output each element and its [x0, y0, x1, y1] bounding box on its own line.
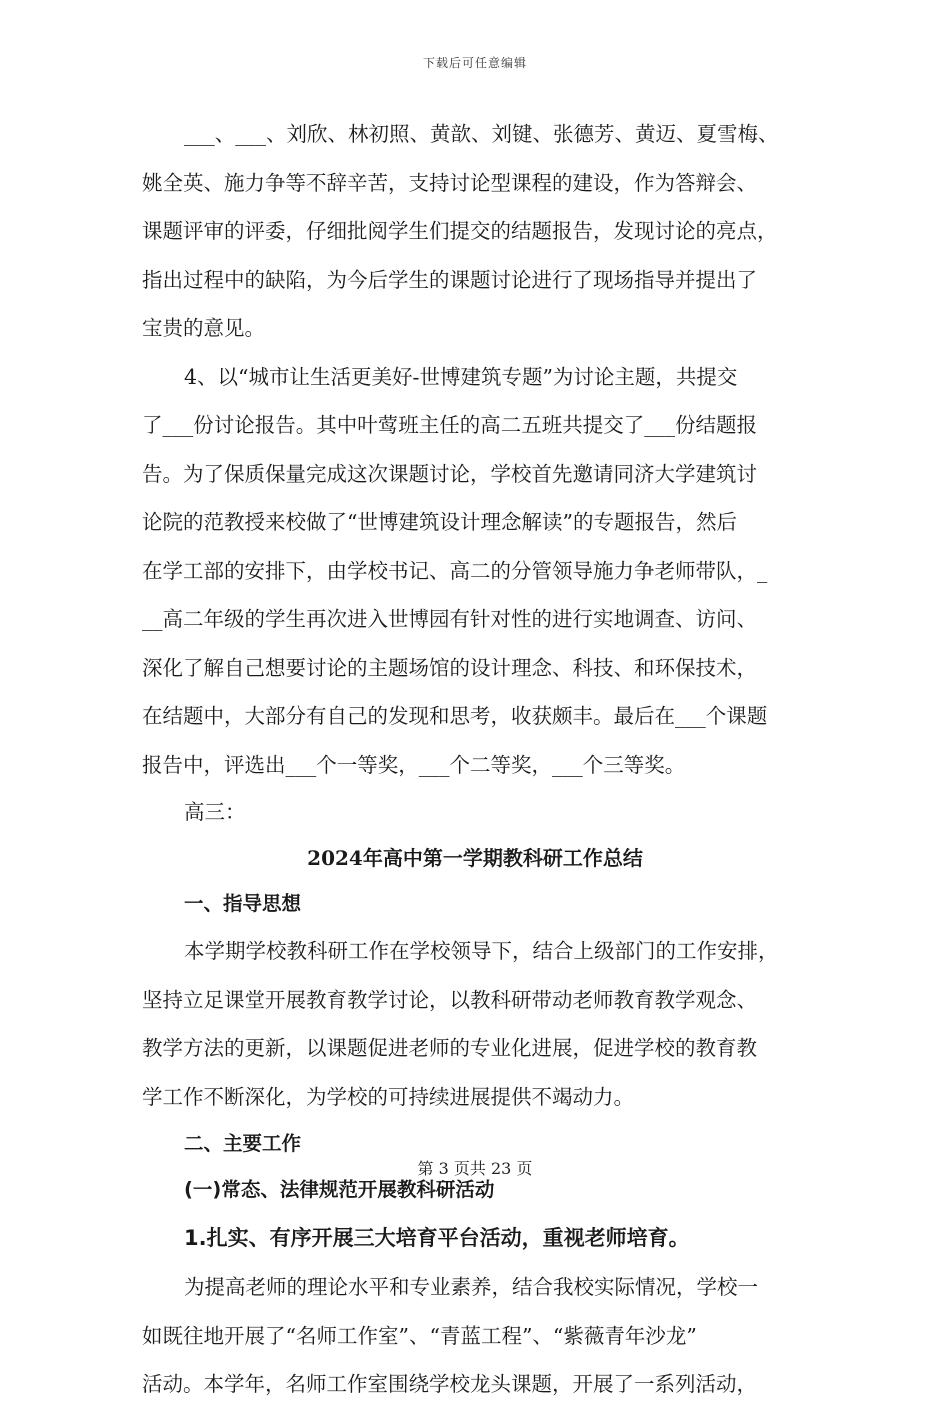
heading-routine-activities: (一)常态、法律规范开展教科研活动 [184, 1178, 495, 1201]
document-body [142, 110, 808, 1409]
text-line: 本学期学校教科研工作在学校领导下，结合上级部门的工作安排， [184, 939, 779, 963]
text-line: 论院的范教授来校做了“世博建筑设计理念解读”的专题报告，然后 [142, 510, 737, 534]
text-line: 告。为了保质保量完成这次课题讨论，学校首先邀请同济大学建筑讨 [142, 461, 757, 486]
text-line: 了___份讨论报告。其中叶莺班主任的高二五班共提交了___份结题报 [142, 413, 757, 437]
paragraph-guiding-ideology [142, 927, 808, 1121]
document-title: 2024年高中第一学期教科研工作总结 [307, 846, 643, 870]
text-line: 姚全英、施力争等不辞辛苦，支持讨论型课程的建设，作为答辩会、 [142, 170, 757, 195]
text-line: 坚持立足课堂开展教育教学讨论，以教科研带动老师教育教学观念、 [142, 987, 757, 1012]
text-line: 报告中，评选出___个一等奖，___个二等奖，___个三等奖。 [142, 752, 686, 777]
text-line: 深化了解自己想要讨论的主题场馆的设计理念、科技、和环保技术， [142, 655, 757, 680]
text-line: 教学方法的更新，以课题促进老师的专业化进展，促进学校的教育教 [142, 1036, 757, 1060]
text-line: 4、以“城市让生活更美好-世博建筑专题”为讨论主题，共提交 [184, 364, 738, 389]
text-line: 课题评审的评委，仔细批阅学生们提交的结题报告，发现讨论的亮点， [142, 219, 778, 243]
page-header: 下载后可任意编辑 [422, 56, 527, 70]
text-line: 在结题中，大部分有自己的发现和思考，收获颇丰。最后在___个课题 [142, 704, 768, 728]
heading-main-work: 二、主要工作 [184, 1132, 302, 1155]
paragraph-expo-topic [142, 353, 808, 790]
section-label-gaosan: 高三： [184, 800, 246, 824]
heading-guiding-ideology: 一、指导思想 [184, 892, 302, 915]
text-line: 如既往地开展了“名师工作室”、“青蓝工程”、“紫薇青年沙龙” [142, 1323, 697, 1348]
text-line: ___、___、刘欣、林初照、黄歆、刘键、张德芳、黄迈、夏雪梅、 [184, 122, 779, 146]
text-line: 在学工部的安排下，由学校书记、高二的分管领导施力争老师带队，_ [142, 558, 768, 583]
heading-three-platforms: 1.扎实、有序开展三大培育平台活动，重视老师培育。 [184, 1226, 690, 1250]
text-line: 为提高老师的理论水平和专业素养，结合我校实际情况，学校一 [184, 1275, 758, 1299]
text-line: 指出过程中的缺陷，为今后学生的课题讨论进行了现场指导并提出了 [142, 267, 757, 292]
paragraph-teacher-training [142, 1263, 808, 1409]
text-line: 活动。本学年，名师工作室围绕学校龙头课题，开展了一系列活动， [142, 1372, 757, 1396]
text-line: __高二年级的学生再次进入世博园有针对性的进行实地调查、访问、 [142, 607, 757, 631]
page-footer: 第 3 页共 23 页 [417, 1159, 533, 1178]
paragraph-committee-members [142, 110, 808, 353]
text-line: 学工作不断深化，为学校的可持续进展提供不竭动力。 [142, 1084, 634, 1109]
text-line: 宝贵的意见。 [142, 316, 265, 340]
